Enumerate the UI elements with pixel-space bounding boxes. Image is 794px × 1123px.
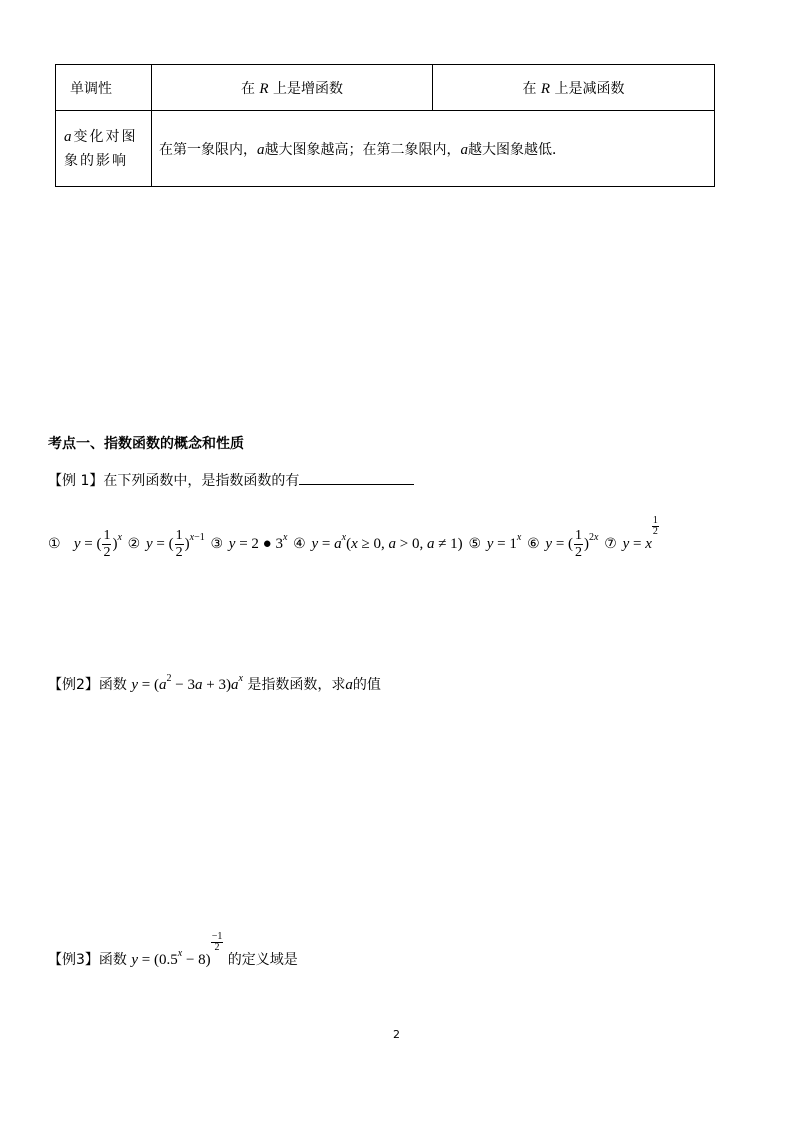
example3-question: 【例3】函数 $y = (0.5^x - 8)$ $\frac{-1}{2}$ 的定义域是: [48, 931, 298, 968]
example2-formula: $y = (a^2 - 3a + 3)a^x$: [131, 673, 243, 693]
function-5: $y = 1^x$: [486, 532, 522, 552]
cell-effect-description: 在第一象限内，a越大图象越高；在第二象限内，a越大图象越低．: [152, 111, 715, 187]
table-row-monotonicity: [56, 65, 715, 111]
function-1: y = ( $\frac{1}{2}$ )$^x$: [73, 528, 122, 561]
cell-monotonicity-label: 单调性: [56, 65, 152, 111]
function-6: y = ( $\frac{1}{2}$ )$^{2x}$: [545, 528, 599, 561]
answer-blank[interactable]: [299, 472, 414, 485]
page-number: 2: [393, 1028, 400, 1041]
example1-question: [48, 470, 414, 490]
function-2: y = ( $\frac{1}{2}$ )$^{x-1}$: [145, 528, 205, 561]
example2-label: 【例2】: [48, 677, 99, 693]
table-row-effect-of-a: [56, 111, 715, 187]
example1-label: 【例 1】: [48, 473, 104, 489]
example3-formula: $y = (0.5^x - 8)$ $\frac{-1}{2}$: [131, 931, 223, 968]
cell-decreasing: 在 R 上是减函数: [433, 65, 715, 111]
example1-text: 在下列函数中，是指数函数的有: [103, 473, 300, 489]
function-7: y = x $\frac{1}{2}$: [622, 515, 658, 552]
cell-effect-label: a变化对图 象的影响: [56, 111, 152, 187]
example1-functions: ① y = ( $\frac{1}{2}$ )$^x$ ② y = ( $\frac{1}{2}$ )$^{x-1}$ ③ y = 2 ● 3$^x$ ④ $y = a^x(x \ge 0$, a > 0, a ≠ 1) ⑤ $y = 1^x$ ⑥ y = ( $\frac{1}{2}$ )$^{2x}$ ⑦ y = x $\frac{1}{2}$: [48, 515, 658, 561]
section-title: 考点一、指数函数的概念和性质: [48, 436, 244, 452]
example2-question: 【例2】函数 $y = (a^2 - 3a + 3)a^x$ 是指数函数，求a的值: [48, 673, 381, 693]
properties-table: [55, 64, 715, 187]
function-3: y = 2 ● 3$^x$: [228, 532, 288, 552]
cell-increasing: 在 R 上是增函数: [152, 65, 433, 111]
example3-label: 【例3】: [48, 952, 99, 968]
function-4: $y = a^x(x \ge 0$, a > 0, a ≠ 1): [311, 532, 463, 552]
